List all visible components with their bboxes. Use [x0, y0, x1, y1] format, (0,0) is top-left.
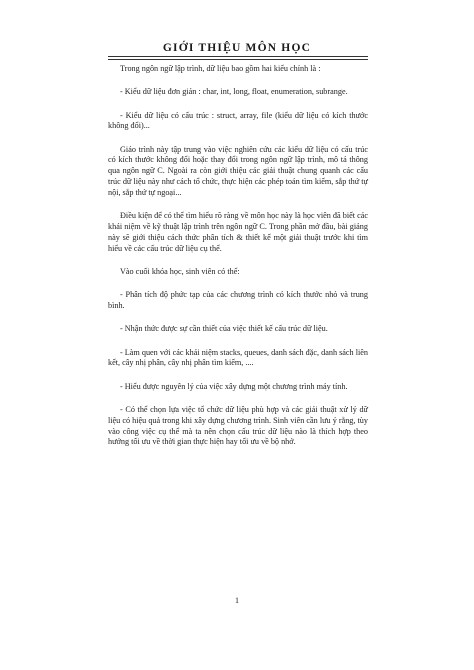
- paragraph-outcome-complexity: - Phân tích độ phức tạp của các chương trình có kích thước nhỏ và trung bình.: [108, 290, 368, 310]
- paragraph-outcome-principles: - Hiểu được nguyên lý của việc xây dựng một chương trình máy tính.: [120, 381, 348, 391]
- paragraph-course-focus: Giáo trình này tập trung vào việc nghiên cứu các kiểu dữ liệu có cấu trúc có kích thước không đổi hoặc thay đổi trong ngôn ngữ lập trình, mô tả thông qua ngôn ngữ C. Ngoài ra còn giới thiệu các giải thuật chung quanh các cấu trúc dữ liệu này như cách tổ chức, thực hiện các phép toán tìm kiếm, sắp thứ tự nội, sắp thứ tự ngoại...: [108, 144, 368, 197]
- paragraph-simple-types: - Kiểu dữ liệu đơn giản : char, int, long, float, enumeration, subrange.: [120, 87, 348, 97]
- paragraph-outcomes-heading: Vào cuối khóa học, sinh viên có thể:: [120, 266, 240, 276]
- paragraph-intro: Trong ngôn ngữ lập trình, dữ liệu bao gồm hai kiểu chính là :: [120, 64, 321, 73]
- page-number: 1: [235, 596, 239, 605]
- document-body: [108, 64, 368, 461]
- paragraph-prerequisites: Điều kiện để có thể tìm hiểu rõ ràng về môn học này là học viên đã biết các khái niệm về kỹ thuật lập trình trên ngôn ngữ C. Trong phần mở đầu, bài giảng này sẽ giới thiệu cách thức phân tích & thiết kế một giải thuật trước khi tìm hiểu về các cấu trúc dữ liệu cụ thể.: [108, 211, 368, 253]
- paragraph-structured-types: - Kiểu dữ liệu có cấu trúc : struct, array, file (kiểu dữ liệu có kích thước không đổi)...: [108, 110, 368, 131]
- paragraph-outcome-selection: - Có thể chọn lựa việc tổ chức dữ liệu phù hợp và các giải thuật xử lý dữ liệu có hiệu quả trong khi xây dựng chương trình. Sinh viên cần lưu ý rằng, tùy vào công việc cụ thể mà ta nên chọn cấu trúc dữ liệu nào là thích hợp theo hướng tối ưu về thời gian thực hiện hay tối ưu về bộ nhớ.: [108, 404, 368, 447]
- paragraph-outcome-design-need: - Nhận thức được sự cần thiết của việc thiết kế cấu trúc dữ liệu.: [120, 324, 328, 334]
- title-underline-top: [108, 56, 368, 57]
- title-underline-bottom: [108, 59, 368, 60]
- paragraph-outcome-concepts: - Làm quen với các khái niệm stacks, queues, danh sách đặc, danh sách liên kết, cây nhị phân, cây nhị phân tìm kiếm, ....: [108, 347, 368, 368]
- page-title: GIỚI THIỆU MÔN HỌC: [162, 42, 312, 54]
